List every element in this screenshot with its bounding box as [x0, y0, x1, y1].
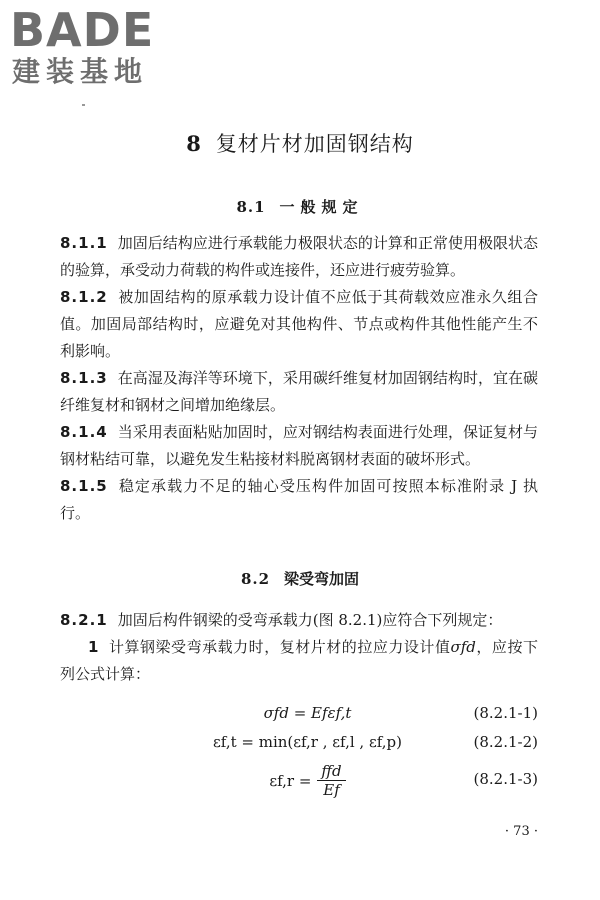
clause-8-1-4 [60, 419, 538, 473]
clause-number: 8.1.4 [60, 423, 108, 441]
clause-number: 8.1.3 [60, 369, 108, 387]
clause-text: 加固后构件钢梁的受弯承载力(图 8.2.1)应符合下列规定： [117, 611, 503, 629]
formula-8-2-1-3 [0, 762, 600, 802]
formula-expression: εf,t = min(εf,r , εf,l , εf,p) [213, 733, 402, 751]
clause-8-2-1 [60, 607, 538, 634]
section-number: 8.2 [240, 570, 271, 588]
scan-speck [82, 104, 85, 106]
clause-number: 8.1.1 [60, 234, 108, 252]
item-symbol: σfd [450, 638, 476, 656]
item-1 [60, 634, 538, 688]
clause-text: 稳定承载力不足的轴心受压构件加固可按照本标准附录 J 执行。 [60, 477, 538, 522]
clause-text: 在高湿及海洋等环境下，采用碳纤维复材加固钢结构时，宜在碳纤维复材和钢材之间增加绝缘层。 [60, 369, 538, 414]
logo-wordmark-cn: 建装基地 [12, 55, 149, 88]
bade-logo [10, 4, 185, 94]
fraction-equation [269, 762, 345, 799]
item-text-a: 计算钢梁受弯承载力时，复材片材的拉应力设计值 [108, 638, 451, 656]
logo-wordmark-en: BADE [10, 3, 155, 57]
clause-8-1-1 [60, 230, 538, 284]
fraction-denominator: Ef [323, 781, 340, 799]
chapter-title: 复材片材加固钢结构 [215, 132, 414, 156]
item-text-b: ，应按下列公式计算： [60, 638, 538, 683]
clause-8-1-5 [60, 473, 538, 527]
page-number: · 73 · [504, 824, 538, 839]
section-number: 8.1 [236, 198, 266, 216]
section-8-1-body [60, 230, 538, 527]
fraction-numerator: ffd [317, 762, 345, 781]
formula-number: (8.2.1-1) [473, 704, 538, 722]
clause-number: 8.1.5 [60, 477, 108, 495]
section-8-2-body [60, 607, 538, 688]
formula-expression: σfd = Efεf,t [263, 704, 352, 722]
formula-number: (8.2.1-3) [473, 770, 538, 788]
clause-number: 8.1.2 [60, 288, 108, 306]
section-heading-8-1 [0, 196, 600, 217]
clause-8-1-2 [60, 284, 538, 365]
clause-8-1-3 [60, 365, 538, 419]
chapter-heading [0, 128, 600, 158]
section-title: 一般规定 [279, 198, 364, 216]
formula-expression [200, 762, 415, 799]
clause-number: 8.2.1 [60, 611, 108, 629]
formula-8-2-1-1 [0, 704, 600, 730]
item-number: 1 [88, 638, 99, 656]
clause-text: 被加固结构的原承载力设计值不应低于其荷载效应准永久组合值。加固局部结构时，应避免对其他构件、节点或构件其他性能产生不利影响。 [60, 288, 538, 360]
chapter-number: 8 [186, 131, 202, 156]
section-title: 梁受弯加固 [284, 570, 360, 588]
clause-text: 当采用表面粘贴加固时，应对钢结构表面进行处理，保证复材与钢材粘结可靠，以避免发生粘接材料脱离钢材表面的破坏形式。 [60, 423, 538, 468]
fraction [317, 762, 345, 799]
clause-text: 加固后结构应进行承载能力极限状态的计算和正常使用极限状态的验算，承受动力荷载的构件或连接件，还应进行疲劳验算。 [60, 234, 538, 279]
formula-lhs: εf,r = [269, 771, 312, 790]
formula-number: (8.2.1-2) [473, 733, 538, 751]
section-heading-8-2 [0, 568, 600, 589]
formula-8-2-1-2 [0, 733, 600, 759]
